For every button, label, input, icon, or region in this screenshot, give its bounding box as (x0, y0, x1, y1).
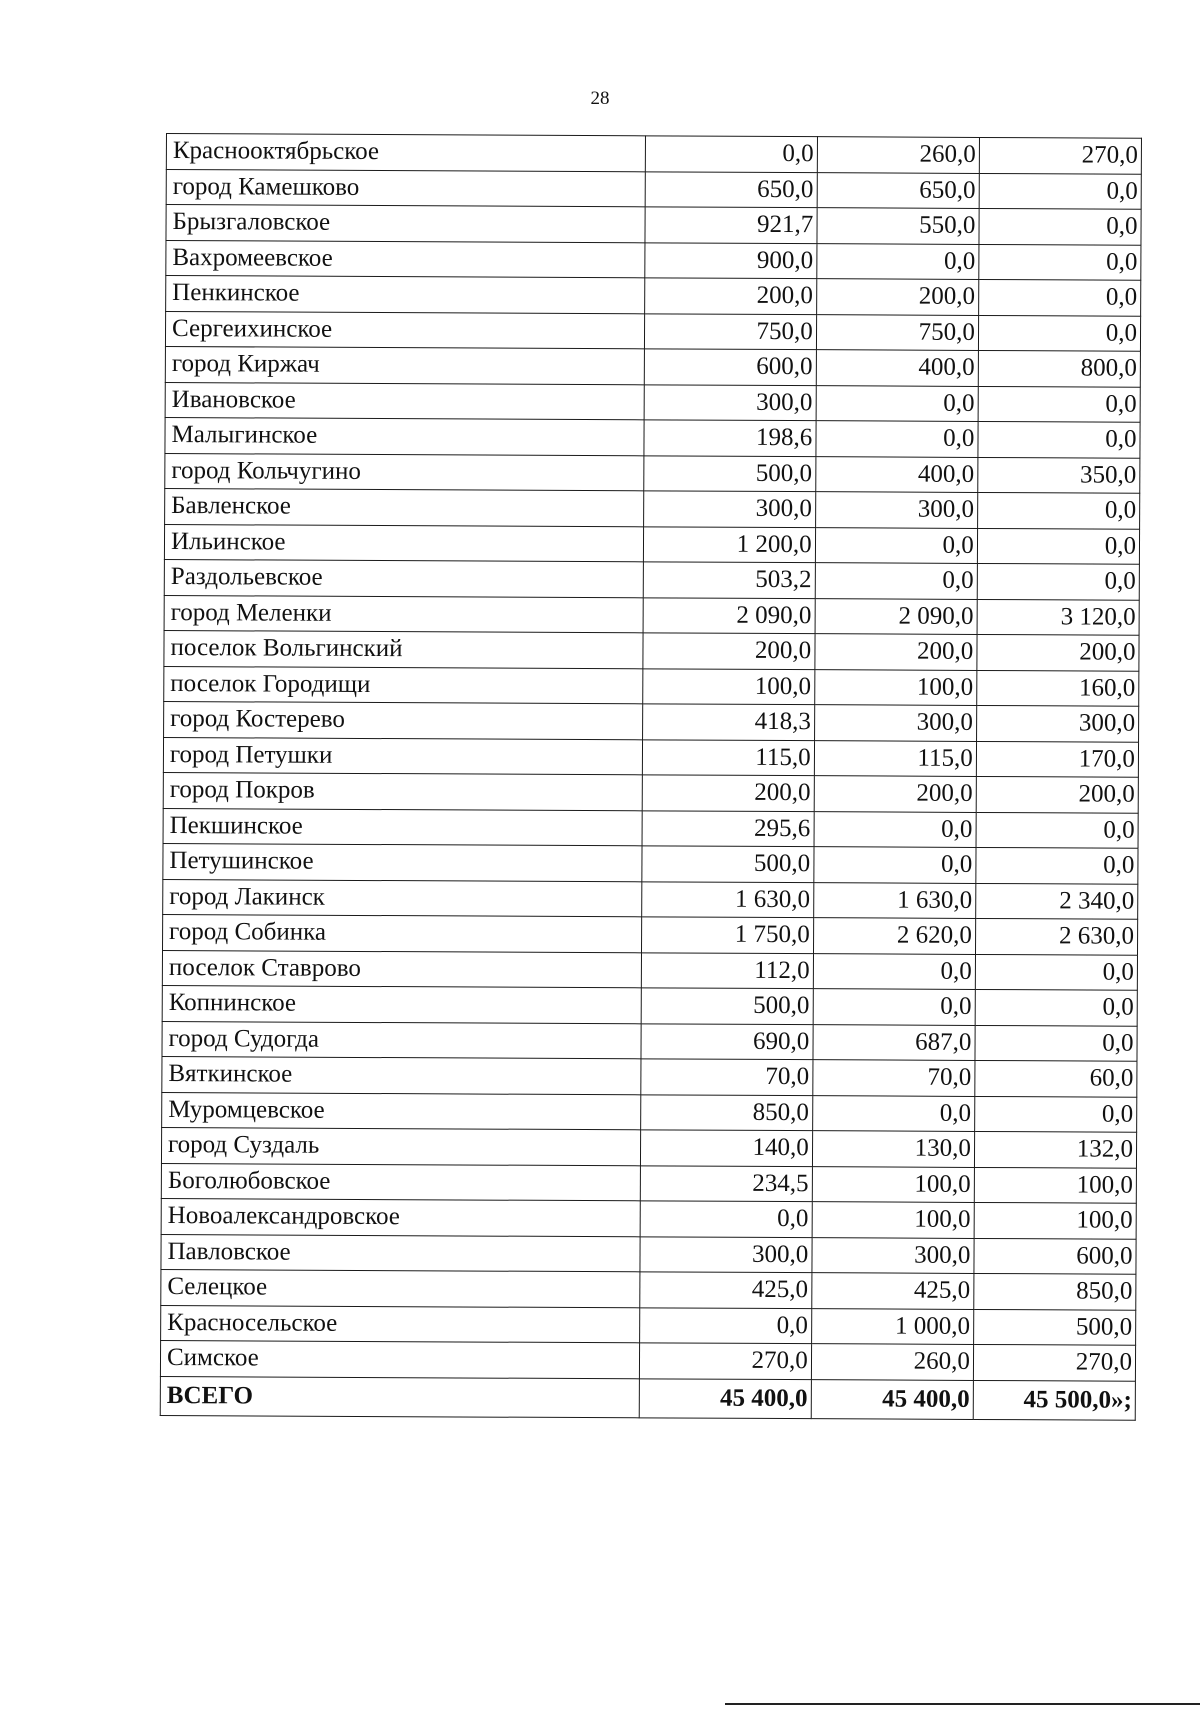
municipality-name-cell: город Кольчугино (165, 453, 644, 491)
table-row (166, 240, 1141, 280)
value-col1-cell: 650,0 (645, 171, 817, 207)
municipality-name-cell: Малыгинское (165, 417, 644, 455)
value-col3-cell: 0,0 (975, 954, 1137, 990)
value-col3-cell: 800,0 (978, 350, 1140, 386)
municipality-name-cell: Павловское (161, 1234, 640, 1272)
value-col3-cell: 0,0 (975, 1025, 1137, 1061)
value-col2-cell: 650,0 (817, 172, 979, 208)
value-col2-cell: 400,0 (815, 456, 977, 492)
municipality-name-cell: поселок Ставрово (162, 950, 641, 988)
value-col1-cell: 112,0 (641, 952, 813, 988)
value-col3-cell: 0,0 (978, 279, 1140, 315)
table-row (161, 1198, 1136, 1238)
value-col2-cell: 115,0 (814, 740, 976, 776)
table-row (165, 311, 1140, 351)
table-row (163, 879, 1138, 919)
value-col3-cell: 0,0 (977, 528, 1139, 564)
value-col1-cell: 921,7 (645, 207, 817, 243)
value-col2-cell: 100,0 (814, 669, 976, 705)
allocation-table (160, 133, 1142, 1420)
value-col1-cell: 600,0 (644, 349, 816, 385)
page-number: 28 (590, 88, 610, 109)
value-col3-cell: 200,0 (977, 634, 1139, 670)
value-col3-cell: 100,0 (974, 1202, 1136, 1238)
municipality-name-cell: город Костерево (164, 701, 643, 739)
value-col2-cell: 2 620,0 (813, 918, 975, 954)
municipality-name-cell: Пекшинское (163, 808, 642, 846)
table-row (162, 1092, 1137, 1132)
value-col2-cell: 2 090,0 (815, 598, 977, 634)
value-col3-cell: 270,0 (979, 137, 1141, 173)
value-col1-cell: 500,0 (643, 455, 815, 491)
value-col1-cell: 690,0 (641, 1023, 813, 1059)
value-col3-cell: 0,0 (979, 173, 1141, 209)
table-row (166, 276, 1141, 316)
value-col3-cell: 0,0 (979, 208, 1141, 244)
table-row (162, 1021, 1137, 1061)
municipality-name-cell: Брызгаловское (166, 205, 645, 243)
value-col1-cell: 500,0 (642, 846, 814, 882)
table-row (165, 382, 1140, 422)
municipality-name-cell: город Собинка (163, 914, 642, 952)
value-col2-cell: 0,0 (813, 953, 975, 989)
table-row (164, 701, 1139, 741)
municipality-name-cell: город Меленки (164, 595, 643, 633)
municipality-name-cell: Вяткинское (162, 1056, 641, 1094)
value-col1-cell: 2 090,0 (643, 597, 815, 633)
table-row (165, 488, 1140, 528)
municipality-name-cell: Вахромеевское (166, 240, 645, 278)
value-col3-cell: 60,0 (975, 1060, 1137, 1096)
value-col3-cell: 500,0 (973, 1309, 1135, 1345)
value-col1-cell: 100,0 (642, 668, 814, 704)
value-col3-cell: 300,0 (976, 705, 1138, 741)
value-col2-cell: 260,0 (811, 1344, 973, 1380)
value-col3-cell: 2 340,0 (976, 883, 1138, 919)
table-row (163, 808, 1138, 848)
value-col3-cell: 350,0 (978, 457, 1140, 493)
value-col3-cell: 2 630,0 (975, 918, 1137, 954)
municipality-name-cell: город Судогда (162, 1021, 641, 1059)
value-col2-cell: 0,0 (817, 243, 979, 279)
municipality-name-cell: Ивановское (165, 382, 644, 420)
value-col1-cell: 425,0 (640, 1272, 812, 1308)
value-col3-cell: 0,0 (979, 244, 1141, 280)
table-row (163, 843, 1138, 883)
value-col3-cell: 0,0 (977, 492, 1139, 528)
value-col3-cell: 3 120,0 (977, 599, 1139, 635)
value-col2-cell: 0,0 (816, 385, 978, 421)
value-col2-cell: 0,0 (815, 563, 977, 599)
municipality-name-cell: Копнинское (162, 985, 641, 1023)
value-col2-cell: 1 000,0 (811, 1308, 973, 1344)
municipality-name-cell: Ильинское (164, 524, 643, 562)
municipality-name-cell: Бавленское (165, 488, 644, 526)
table-body (160, 134, 1141, 1420)
value-col1-cell: 500,0 (641, 988, 813, 1024)
value-col2-cell: 70,0 (813, 1060, 975, 1096)
value-col1-cell: 234,5 (640, 1165, 812, 1201)
table-row (162, 950, 1137, 990)
table-row (161, 1269, 1136, 1309)
value-col2-cell: 260,0 (817, 137, 979, 173)
municipality-name-cell: Муромцевское (162, 1092, 641, 1130)
value-col1-cell: 198,6 (644, 420, 816, 456)
value-col1-cell: 300,0 (644, 384, 816, 420)
value-col2-cell: 550,0 (817, 208, 979, 244)
value-col3-cell: 200,0 (976, 776, 1138, 812)
municipality-name-cell: Петушинское (163, 843, 642, 881)
municipality-name-cell: Краснооктябрьское (166, 134, 645, 172)
value-col1-cell: 140,0 (640, 1130, 812, 1166)
municipality-name-cell: город Камешково (166, 169, 645, 207)
table-row (164, 630, 1139, 670)
value-col2-cell: 425,0 (811, 1273, 973, 1309)
value-col2-cell: 0,0 (814, 811, 976, 847)
value-col3-cell: 0,0 (976, 847, 1138, 883)
value-col2-cell: 687,0 (813, 1024, 975, 1060)
value-col2-cell: 0,0 (816, 421, 978, 457)
allocation-table-wrapper (160, 133, 1142, 1420)
table-row (166, 169, 1141, 209)
value-col3-cell: 100,0 (974, 1167, 1136, 1203)
table-row (163, 737, 1138, 777)
table-row (162, 985, 1137, 1025)
value-col1-cell: 0,0 (645, 136, 817, 172)
value-col1-cell: 1 630,0 (641, 881, 813, 917)
value-col2-cell: 400,0 (816, 350, 978, 386)
value-col1-cell: 418,3 (642, 704, 814, 740)
municipality-name-cell: город Киржач (165, 346, 644, 384)
table-row (163, 772, 1138, 812)
value-col1-cell: 900,0 (645, 242, 817, 278)
value-col1-cell: 300,0 (643, 491, 815, 527)
value-col2-cell: 750,0 (816, 314, 978, 350)
value-col1-cell: 70,0 (641, 1059, 813, 1095)
value-col2-cell: 1 630,0 (813, 882, 975, 918)
value-col2-cell: 300,0 (815, 492, 977, 528)
value-col3-cell: 45 500,0»; (973, 1380, 1135, 1420)
value-col3-cell: 600,0 (974, 1238, 1136, 1274)
value-col1-cell: 295,6 (642, 810, 814, 846)
value-col1-cell: 0,0 (640, 1201, 812, 1237)
table-row (164, 524, 1139, 564)
table-row (166, 205, 1141, 245)
municipality-name-cell: город Петушки (163, 737, 642, 775)
value-col3-cell: 0,0 (976, 812, 1138, 848)
value-col1-cell: 45 400,0 (639, 1378, 811, 1418)
value-col3-cell: 0,0 (977, 563, 1139, 599)
value-col2-cell: 0,0 (815, 527, 977, 563)
table-row (161, 1127, 1136, 1167)
table-row (165, 453, 1140, 493)
value-col2-cell: 100,0 (812, 1166, 974, 1202)
value-col3-cell: 170,0 (976, 741, 1138, 777)
value-col2-cell: 0,0 (813, 989, 975, 1025)
table-row (160, 1340, 1135, 1380)
value-col1-cell: 270,0 (639, 1343, 811, 1379)
value-col1-cell: 300,0 (640, 1236, 812, 1272)
value-col2-cell: 200,0 (815, 634, 977, 670)
municipality-name-cell: город Лакинск (163, 879, 642, 917)
municipality-name-cell: Боголюбовское (161, 1163, 640, 1201)
municipality-name-cell: Красносельское (161, 1305, 640, 1343)
value-col3-cell: 850,0 (974, 1273, 1136, 1309)
value-col1-cell: 115,0 (642, 739, 814, 775)
value-col1-cell: 1 750,0 (641, 917, 813, 953)
value-col2-cell: 300,0 (812, 1237, 974, 1273)
value-col3-cell: 270,0 (973, 1344, 1135, 1380)
table-row (164, 559, 1139, 599)
municipality-name-cell: Селецкое (161, 1269, 640, 1307)
table-row (161, 1163, 1136, 1203)
value-col1-cell: 200,0 (643, 633, 815, 669)
value-col2-cell: 0,0 (812, 1095, 974, 1131)
municipality-name-cell: Раздольевское (164, 559, 643, 597)
value-col2-cell: 0,0 (814, 847, 976, 883)
table-row (162, 1056, 1137, 1096)
value-col2-cell: 45 400,0 (811, 1379, 973, 1419)
value-col1-cell: 1 200,0 (643, 526, 815, 562)
value-col1-cell: 200,0 (644, 278, 816, 314)
value-col3-cell: 160,0 (977, 670, 1139, 706)
value-col1-cell: 850,0 (640, 1094, 812, 1130)
value-col1-cell: 750,0 (644, 313, 816, 349)
municipality-name-cell: Новоалександровское (161, 1198, 640, 1236)
value-col3-cell: 0,0 (975, 989, 1137, 1025)
table-row (164, 595, 1139, 635)
municipality-name-cell: Симское (160, 1340, 639, 1378)
table-row (161, 1234, 1136, 1274)
municipality-name-cell: город Покров (163, 772, 642, 810)
footer-rule (725, 1703, 1200, 1705)
total-row (160, 1376, 1135, 1420)
table-row (161, 1305, 1136, 1345)
value-col1-cell: 200,0 (642, 775, 814, 811)
value-col3-cell: 0,0 (978, 315, 1140, 351)
table-row (164, 666, 1139, 706)
value-col2-cell: 200,0 (814, 776, 976, 812)
value-col2-cell: 100,0 (812, 1202, 974, 1238)
value-col3-cell: 0,0 (974, 1096, 1136, 1132)
table-row (165, 417, 1140, 457)
value-col3-cell: 0,0 (978, 386, 1140, 422)
value-col3-cell: 132,0 (974, 1131, 1136, 1167)
table-row (166, 134, 1141, 174)
value-col3-cell: 0,0 (978, 421, 1140, 457)
municipality-name-cell: Сергеихинское (165, 311, 644, 349)
value-col2-cell: 300,0 (814, 705, 976, 741)
value-col2-cell: 130,0 (812, 1131, 974, 1167)
value-col1-cell: 503,2 (643, 562, 815, 598)
table-row (163, 914, 1138, 954)
value-col1-cell: 0,0 (639, 1307, 811, 1343)
municipality-name-cell: ВСЕГО (160, 1376, 639, 1417)
table-row (165, 346, 1140, 386)
municipality-name-cell: Пенкинское (166, 276, 645, 314)
value-col2-cell: 200,0 (816, 279, 978, 315)
municipality-name-cell: город Суздаль (161, 1127, 640, 1165)
municipality-name-cell: поселок Городищи (164, 666, 643, 704)
municipality-name-cell: поселок Вольгинский (164, 630, 643, 668)
